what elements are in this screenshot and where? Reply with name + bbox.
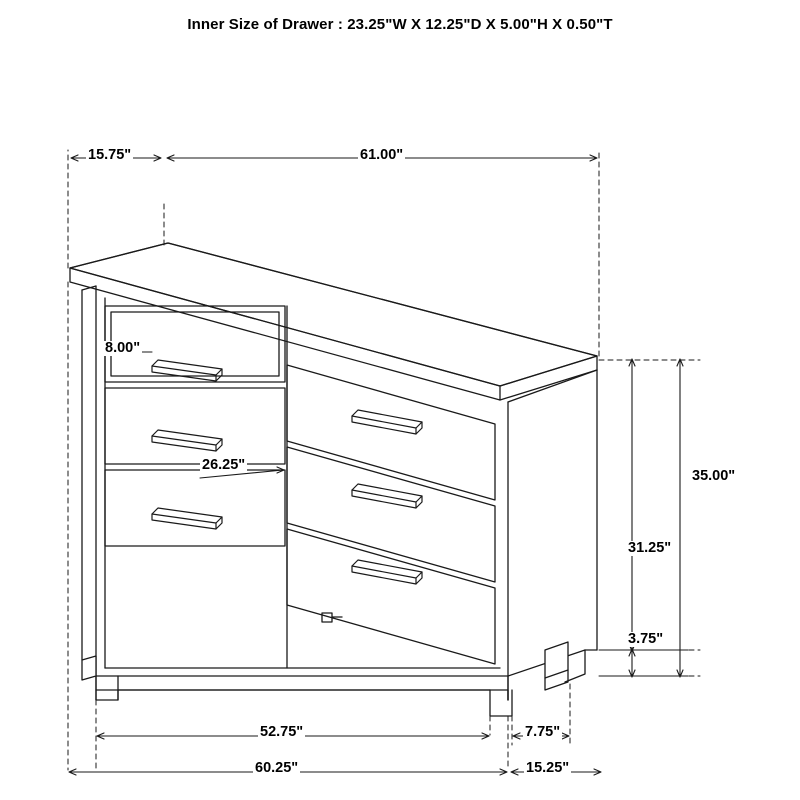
dimension-label-drawer-height: 8.00" xyxy=(105,340,141,356)
dimension-label-depth-top: 15.75" xyxy=(88,147,132,163)
dimension-label-overall-depth: 15.25" xyxy=(526,760,570,776)
page-title: Inner Size of Drawer : 23.25"W X 12.25"D X 5.00"H X 0.50"T xyxy=(187,16,613,33)
dimension-label-base-width: 52.75" xyxy=(260,724,304,740)
dimension-label-leg-height: 3.75" xyxy=(628,631,664,647)
dimension-label-base-depth: 7.75" xyxy=(525,724,561,740)
dimension-label-case-height: 31.25" xyxy=(628,540,672,556)
dimension-label-drawer-width: 26.25" xyxy=(202,457,246,473)
dimension-label-overall-height: 35.00" xyxy=(692,468,736,484)
dimension-label-overall-width: 60.25" xyxy=(255,760,299,776)
dimension-label-width-top: 61.00" xyxy=(360,147,404,163)
